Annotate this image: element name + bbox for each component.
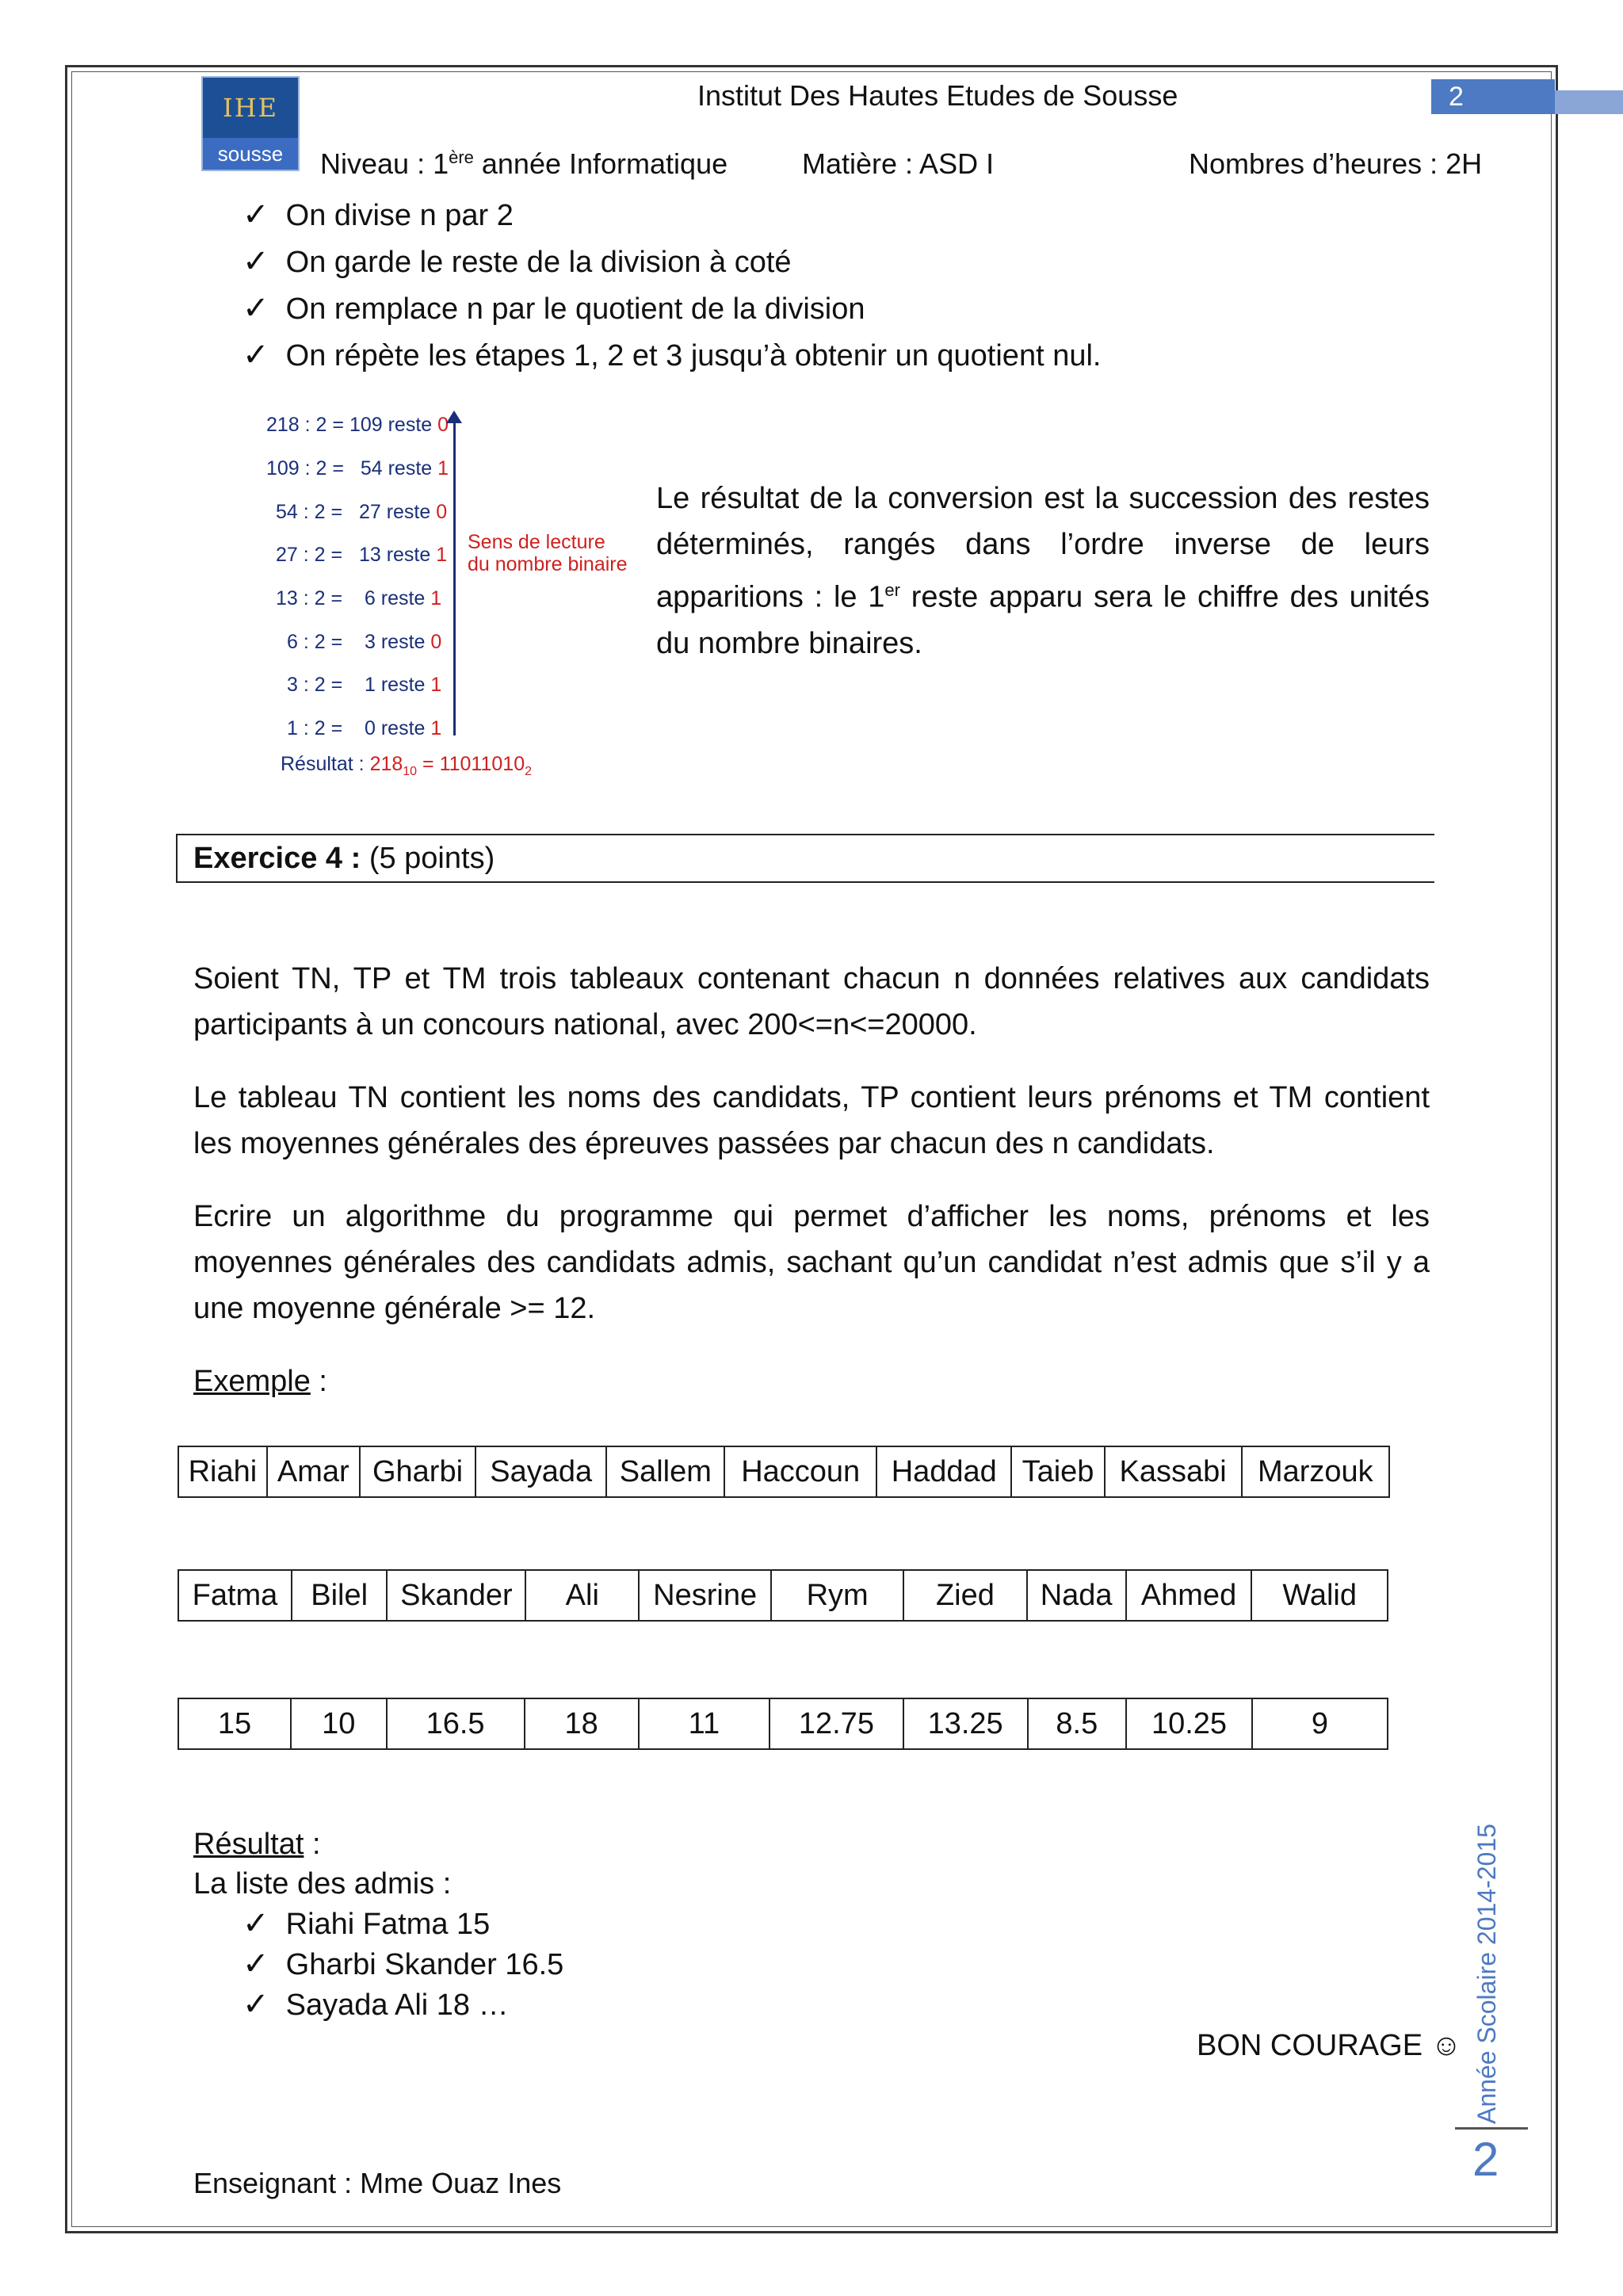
table-cell: Haccoun bbox=[724, 1446, 876, 1497]
division-line: 27 : 2 = 13 reste 1 bbox=[276, 544, 448, 566]
table-row bbox=[178, 1698, 1388, 1749]
admitted-list-title: La liste des admis : bbox=[193, 1867, 452, 1901]
reading-direction-label: Sens de lecture du nombre binaire bbox=[468, 531, 628, 575]
division-line: 6 : 2 = 3 reste 0 bbox=[287, 631, 442, 653]
table-cell: 15 bbox=[178, 1698, 291, 1749]
table-row bbox=[178, 1570, 1388, 1621]
list-item: ✓ Gharbi Skander 16.5 bbox=[242, 1946, 564, 1981]
list-item: ✓ Riahi Fatma 15 bbox=[242, 1906, 491, 1941]
step-item: ✓ On garde le reste de la division à coté bbox=[242, 244, 792, 279]
side-page-number: 2 bbox=[1472, 2133, 1499, 2186]
check-icon: ✓ bbox=[242, 1987, 269, 2022]
table-cell: Rym bbox=[771, 1570, 903, 1621]
level-sup: ère bbox=[449, 147, 474, 167]
table-cell: Sayada bbox=[475, 1446, 606, 1497]
institute-logo bbox=[201, 76, 300, 171]
division-line: 54 : 2 = 27 reste 0 bbox=[276, 501, 448, 523]
conversion-paragraph: Le résultat de la conversion est la succession des restes déterminés, rangés dans l’ordre inverse de leurs apparitions : le 1er reste apparu sera le chiffre des unités du nombre binaires. bbox=[656, 482, 1430, 660]
step-item: ✓ On divise n par 2 bbox=[242, 197, 514, 232]
teacher-name: Enseignant : Mme Ouaz Ines bbox=[193, 2167, 562, 2199]
hours-info: Nombres d’heures : 2H bbox=[1189, 147, 1483, 180]
check-icon: ✓ bbox=[242, 1946, 269, 1981]
step-item: ✓ On répète les étapes 1, 2 et 3 jusqu’à obtenir un quotient nul. bbox=[242, 338, 1102, 372]
table-cell: 11 bbox=[639, 1698, 770, 1749]
exercise-title: Exercice 4 : (5 points) bbox=[193, 842, 495, 875]
table-row bbox=[178, 1446, 1389, 1497]
result-section bbox=[193, 1824, 563, 2025]
division-line: 3 : 2 = 1 reste 1 bbox=[287, 674, 442, 696]
table-cell: 8.5 bbox=[1028, 1698, 1127, 1749]
table-prenoms bbox=[178, 1569, 1388, 1622]
table-cell: 10 bbox=[291, 1698, 386, 1749]
division-line: 218 : 2 = 109 reste 0 bbox=[266, 414, 449, 436]
table-cell: Kassabi bbox=[1105, 1446, 1242, 1497]
logo-letters: IHE bbox=[223, 93, 278, 123]
exercise-box-left bbox=[176, 834, 178, 883]
table-cell: Zied bbox=[903, 1570, 1026, 1621]
result-label: Résultat : bbox=[193, 1828, 321, 1861]
table-cell: Amar bbox=[267, 1446, 360, 1497]
table-cell: Ahmed bbox=[1126, 1570, 1252, 1621]
table-cell: Nada bbox=[1027, 1570, 1126, 1621]
exercise-paragraph-1: Soient TN, TP et TM trois tableaux contenant chacun n données relatives aux candidats participants à un concours national, avec 200<=n<=20000. bbox=[193, 962, 1430, 1041]
table-cell: 18 bbox=[525, 1698, 639, 1749]
table-cell: Sallem bbox=[606, 1446, 724, 1497]
level-info bbox=[320, 147, 727, 181]
table-noms bbox=[178, 1446, 1390, 1498]
school-year-vertical: Année Scolaire 2014-2015 bbox=[1472, 1824, 1501, 2124]
table-cell: Nesrine bbox=[639, 1570, 771, 1621]
level-prefix: Niveau : 1 bbox=[320, 147, 449, 180]
reading-direction-arrow bbox=[453, 418, 456, 735]
table-cell: 9 bbox=[1252, 1698, 1388, 1749]
table-cell: Gharbi bbox=[360, 1446, 475, 1497]
step-item: ✓ On remplace n par le quotient de la division bbox=[242, 291, 865, 326]
check-icon: ✓ bbox=[242, 197, 269, 232]
table-cell: 13.25 bbox=[903, 1698, 1028, 1749]
table-cell: Ali bbox=[525, 1570, 639, 1621]
table-cell: Walid bbox=[1251, 1570, 1388, 1621]
check-icon: ✓ bbox=[242, 291, 269, 326]
arrow-up-icon bbox=[446, 411, 462, 423]
exercise-box-bottom bbox=[176, 881, 1434, 883]
table-cell: Skander bbox=[387, 1570, 525, 1621]
check-icon: ✓ bbox=[242, 1906, 269, 1941]
division-line: 1 : 2 = 0 reste 1 bbox=[287, 717, 442, 739]
logo-city: sousse bbox=[203, 138, 298, 170]
table-cell: Riahi bbox=[178, 1446, 267, 1497]
table-cell: 16.5 bbox=[387, 1698, 525, 1749]
page-number: 2 bbox=[1449, 82, 1464, 112]
side-rule bbox=[1455, 2127, 1528, 2130]
exercise-box-top bbox=[176, 834, 1434, 835]
division-line: 13 : 2 = 6 reste 1 bbox=[276, 587, 442, 609]
table-cell: Taieb bbox=[1011, 1446, 1104, 1497]
table-cell: Fatma bbox=[178, 1570, 292, 1621]
exercise-paragraph-3: Ecrire un algorithme du programme qui permet d’afficher les noms, prénoms et les moyennes générales des candidats admis, sachant qu’un candidat n’est admis que s’il y a une moyenne générale >= 12. bbox=[193, 1200, 1430, 1325]
subject-info: Matière : ASD I bbox=[802, 147, 995, 180]
closing-text: BON COURAGE ☺ bbox=[1197, 2029, 1462, 2062]
check-icon: ✓ bbox=[242, 338, 269, 372]
division-result: Résultat : $218_{10} = 11011010_2$ bbox=[281, 753, 533, 778]
check-icon: ✓ bbox=[242, 244, 269, 279]
example-label: Exemple : bbox=[193, 1365, 327, 1398]
table-cell: Marzouk bbox=[1242, 1446, 1389, 1497]
table-cell: Bilel bbox=[292, 1570, 387, 1621]
table-moyennes bbox=[178, 1698, 1388, 1750]
table-cell: Haddad bbox=[876, 1446, 1011, 1497]
page-number-bar-tail bbox=[1555, 90, 1623, 114]
exercise-paragraph-2: Le tableau TN contient les noms des candidats, TP contient leurs prénoms et TM contient les moyennes générales des épreuves passées par chacun des n candidats. bbox=[193, 1081, 1430, 1160]
table-cell: 12.75 bbox=[769, 1698, 903, 1749]
division-line: 109 : 2 = 54 reste 1 bbox=[266, 457, 449, 479]
institute-name: Institut Des Hautes Etudes de Sousse bbox=[697, 79, 1178, 112]
step-list bbox=[242, 192, 1101, 379]
table-cell: 10.25 bbox=[1126, 1698, 1252, 1749]
list-item: ✓ Sayada Ali 18 … bbox=[242, 1987, 509, 2022]
level-suffix: année Informatique bbox=[473, 147, 728, 180]
